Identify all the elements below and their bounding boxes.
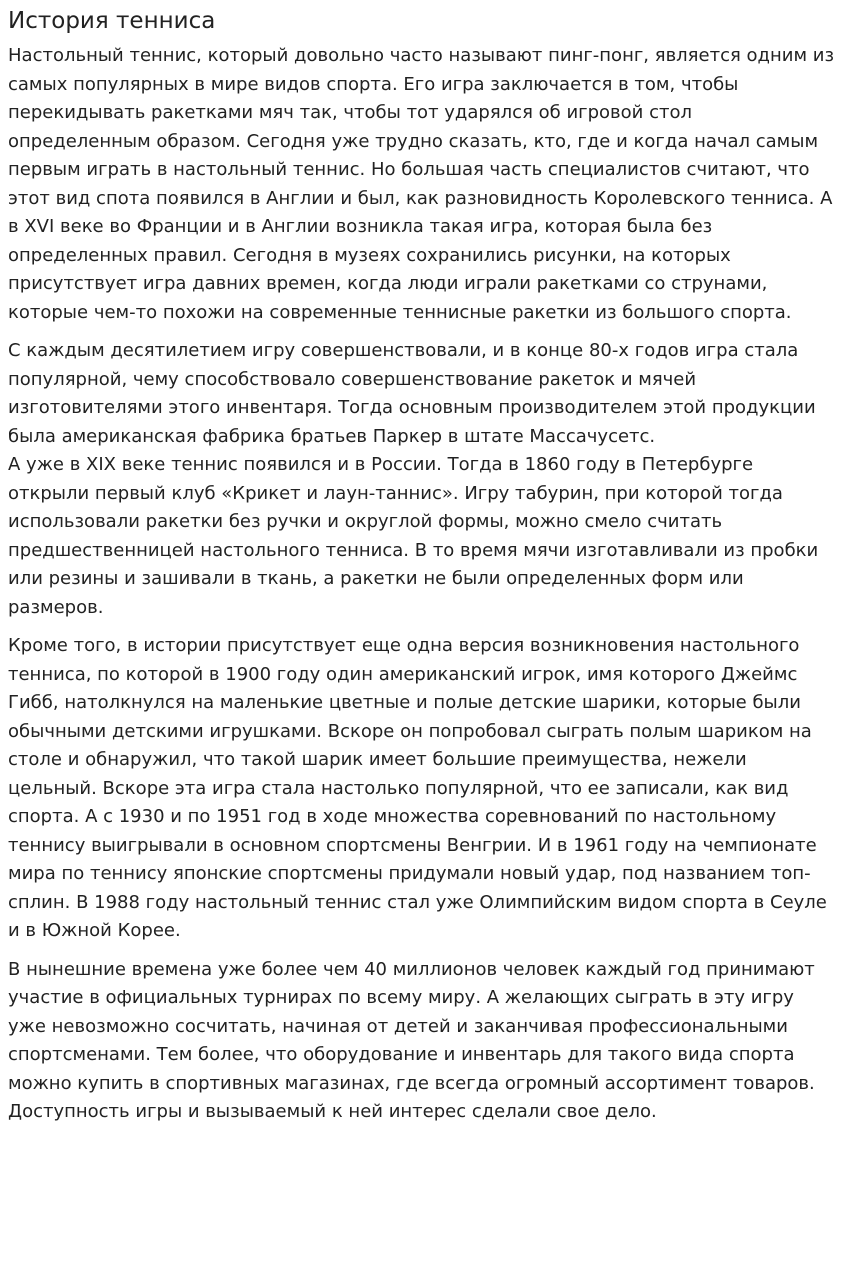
article-paragraph-2-part-2: А уже в XIX веке теннис появился и в России. Тогда в 1860 году в Петербурге открыли первый клуб «Крикет и лаун-таннис». Игру табурин, при которой тогда использовали ракетки без ручки и округлой формы, можно смело считать предшественницей настольного тенниса. В то время мячи изготавливали из пробки или резины и зашивали в ткань, а ракетки не были определенных форм или размеров.: [8, 454, 819, 618]
article-paragraph-4: В нынешние времена уже более чем 40 миллионов человек каждый год принимают участие в официальных турнирах по всему миру. А желающих сыграть в эту игру уже невозможно сосчитать, начиная от детей и заканчивая профессиональными спортсменами. Тем более, что оборудование и инвентарь для такого вида спорта можно купить в спортивных магазинах, где всегда огромный ассортимент товаров. Доступность игры и вызываемый к ней интерес сделали свое дело.: [8, 958, 815, 1122]
article-paragraph-3: Кроме того, в истории присутствует еще одна версия возникновения настольного тенниса, по которой в 1900 году один американский игрок, имя которого Джеймс Гибб, натолкнулся на маленькие цветные и полые детские шарики, которые были обычными детскими игрушками. Вскоре он попробовал сыграть полым шариком на столе и обнаружил, что такой шарик имеет большие преимущества, нежели цельный. Вскоре эта игра стала настолько популярной, что ее записали, как вид спорта. А с 1930 и по 1951 год в ходе множества соревнований по настольному теннису выигрывали в основном спортсмены Венгрии. И в 1961 году на чемпионате мира по теннису японские спортсмены придумали новый удар, под названием топ-сплин. В 1988 году настольный теннис стал уже Олимпийским видом спорта в Сеуле и в Южной Корее.: [8, 635, 827, 941]
article-paragraph-2: [8, 337, 835, 622]
article-paragraph-2-part-1: С каждым десятилетием игру совершенствовали, и в конце 80-х годов игра стала популярной, чему способствовало совершенствование ракеток и мячей изготовителями этого инвентаря. Тогда основным производителем этой продукции была американская фабрика братьев Паркер в штате Массачусетс.: [8, 340, 816, 447]
article-title: История тенниса: [8, 8, 216, 34]
article-paragraph-1: Настольный теннис, который довольно часто называют пинг-понг, является одним из самых популярных в мире видов спорта. Его игра заключается в том, чтобы перекидывать ракетками мяч так, чтобы тот ударялся об игровой стол определенным образом. Сегодня уже трудно сказать, кто, где и когда начал самым первым играть в настольный теннис. Но большая часть специалистов считают, что этот вид спота появился в Англии и был, как разновидность Королевского тенниса. А в XVI веке во Франции и в Англии возникла такая игра, которая была без определенных правил. Сегодня в музеях сохранились рисунки, на которых присутствует игра давних времен, когда люди играли ракетками со струнами, которые чем-то похожи на современные теннисные ракетки из большого спорта.: [8, 45, 835, 323]
